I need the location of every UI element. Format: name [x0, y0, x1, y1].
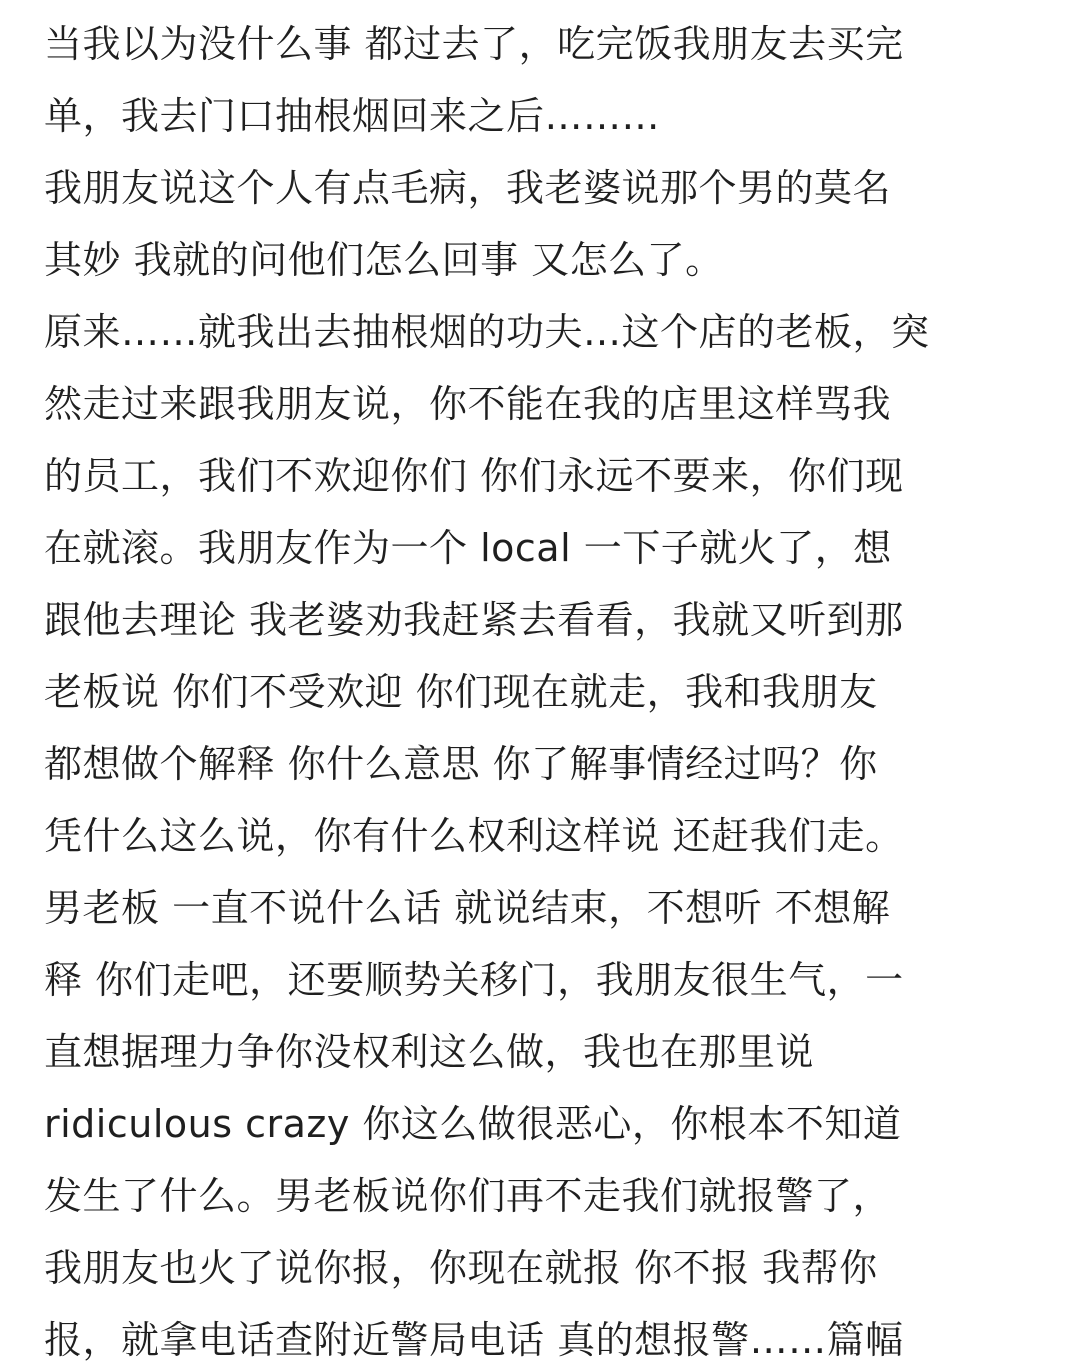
text-line: 都想做个解释 你什么意思 你了解事情经过吗？你: [44, 742, 878, 786]
text-line: 单，我去门口抽根烟回来之后………: [44, 94, 661, 138]
text-line: 我朋友说这个人有点毛病，我老婆说那个男的莫名: [44, 166, 892, 210]
post-body-text: [44, 8, 1044, 1371]
text-line: 我朋友也火了说你报，你现在就报 你不报 我帮你: [44, 1246, 878, 1290]
text-line: 报，就拿电话查附近警局电话 真的想报警……篇幅: [44, 1318, 904, 1362]
text-line: 释 你们走吧，还要顺势关移门，我朋友很生气，一: [44, 958, 904, 1002]
text-line: 在就滚。我朋友作为一个 local 一下子就火了，想: [44, 526, 892, 570]
text-line: ridiculous crazy 你这么做很恶心，你根本不知道: [44, 1102, 902, 1146]
text-line: 原来……就我出去抽根烟的功夫…这个店的老板，突: [44, 310, 930, 354]
text-line: 凭什么这么说，你有什么权利这样说 还赶我们走。: [44, 814, 904, 858]
text-line: 发生了什么。男老板说你们再不走我们就报警了，: [44, 1174, 892, 1218]
text-line: 当我以为没什么事 都过去了，吃完饭我朋友去买完: [44, 22, 904, 66]
text-line: 跟他去理论 我老婆劝我赶紧去看看，我就又听到那: [44, 598, 904, 642]
text-line: 其妙 我就的问他们怎么回事 又怎么了。: [44, 238, 724, 282]
text-line: 的员工，我们不欢迎你们 你们永远不要来，你们现: [44, 454, 904, 498]
text-line: 直想据理力争你没权利这么做，我也在那里说: [44, 1030, 815, 1074]
text-line: 老板说 你们不受欢迎 你们现在就走，我和我朋友: [44, 670, 878, 714]
text-line: 然走过来跟我朋友说，你不能在我的店里这样骂我: [44, 382, 892, 426]
text-line: 男老板 一直不说什么话 就说结束，不想听 不想解: [44, 886, 891, 930]
